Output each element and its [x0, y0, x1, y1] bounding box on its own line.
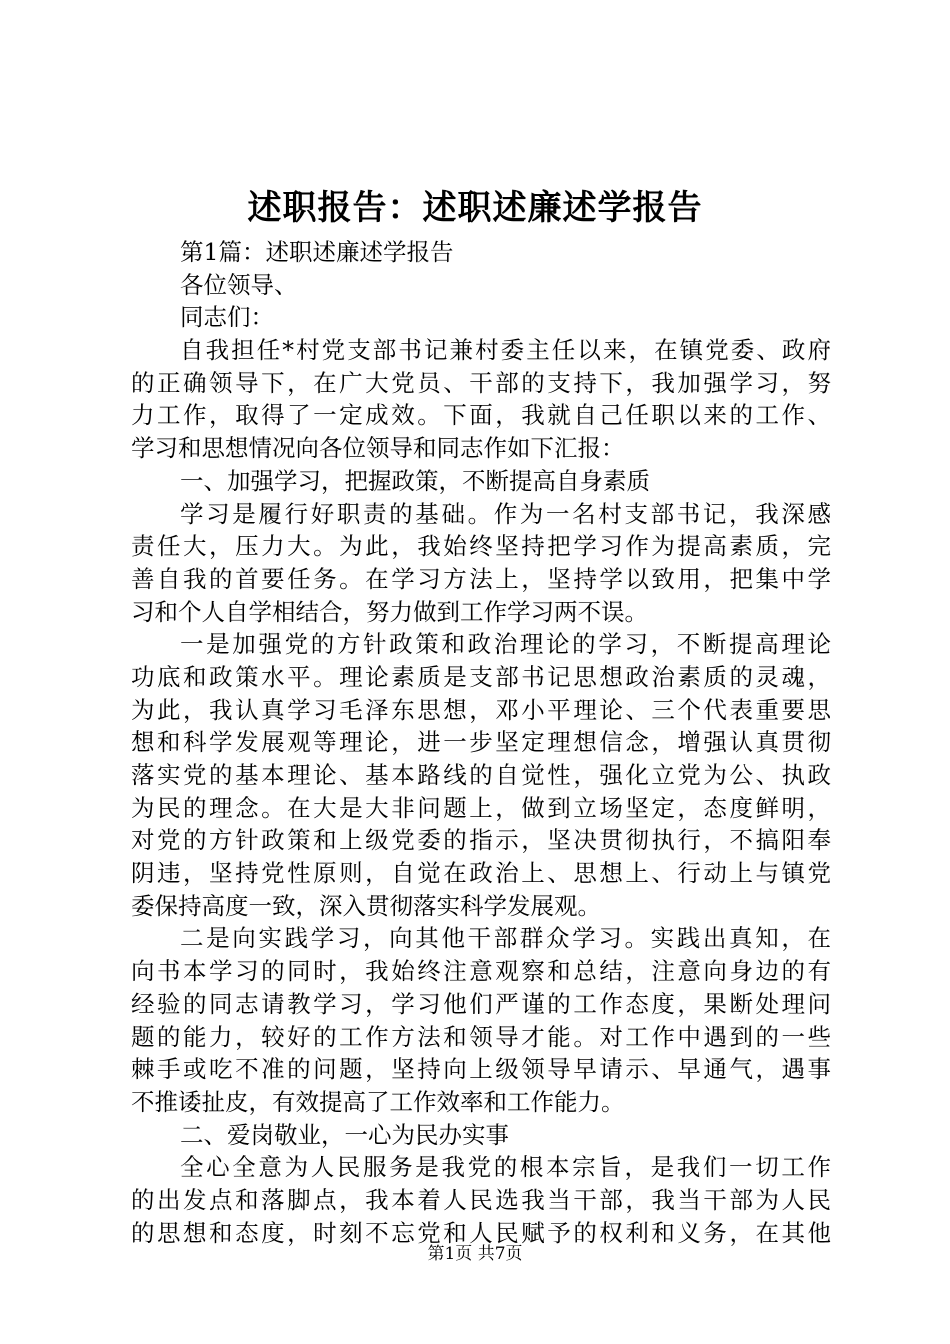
- paragraph-line: 委保持高度一致，深入贯彻落实科学发展观。: [131, 891, 601, 920]
- salutation-line: 同志们：: [180, 303, 274, 332]
- paragraph-line: 的思想和态度，时刻不忘党和人民赋予的权利和义务，在其他: [131, 1218, 831, 1247]
- paragraph-line: 功底和政策水平。理论素质是支部书记思想政治素质的灵魂，: [131, 662, 831, 691]
- document-body: [131, 236, 831, 1249]
- paragraph-line: 经验的同志请教学习，学习他们严谨的工作态度，果断处理问: [131, 989, 831, 1018]
- paragraph-line: 学习是履行好职责的基础。作为一名村支部书记，我深感: [180, 499, 831, 528]
- section-heading: 第1篇：述职述廉述学报告: [180, 238, 454, 266]
- paragraph-line: 棘手或吃不准的问题，坚持向上级领导早请示、早通气，遇事: [131, 1055, 831, 1084]
- paragraph-line: 力工作，取得了一定成效。下面，我就自己任职以来的工作、: [131, 401, 831, 430]
- paragraph-line: 向书本学习的同时，我始终注意观察和总结，注意向身边的有: [131, 957, 831, 986]
- paragraph-line: 习和个人自学相结合，努力做到工作学习两不误。: [131, 597, 648, 626]
- paragraph-line: 的正确领导下，在广大党员、干部的支持下，我加强学习，努: [131, 368, 831, 397]
- paragraph-line: 善自我的首要任务。在学习方法上，坚持学以致用，把集中学: [131, 564, 831, 593]
- paragraph-line: 责任大，压力大。为此，我始终坚持把学习作为提高素质，完: [131, 532, 831, 561]
- paragraph-line: 自我担任*村党支部书记兼村委主任以来，在镇党委、政府: [180, 336, 831, 365]
- paragraph-line: 全心全意为人民服务是我党的根本宗旨，是我们一切工作: [180, 1153, 831, 1182]
- paragraph-line: 二是向实践学习，向其他干部群众学习。实践出真知，在: [180, 924, 831, 953]
- document-title: 述职报告：述职述廉述学报告: [247, 188, 703, 228]
- paragraph-line: 为此，我认真学习毛泽东思想，邓小平理论、三个代表重要思: [131, 695, 831, 724]
- paragraph-line: 一是加强党的方针政策和政治理论的学习，不断提高理论: [180, 630, 831, 659]
- paragraph-line: 落实党的基本理论、基本路线的自觉性，强化立党为公、执政: [131, 761, 831, 789]
- paragraph-line: 的出发点和落脚点，我本着人民选我当干部，我当干部为人民: [131, 1185, 831, 1214]
- salutation-line: 各位领导、: [180, 270, 298, 299]
- paragraph-line: 学习和思想情况向各位领导和同志作如下汇报：: [131, 434, 625, 463]
- paragraph-line: 想和科学发展观等理论，进一步坚定理想信念，增强认真贯彻: [131, 728, 831, 757]
- paragraph-line: 不推诿扯皮，有效提高了工作效率和工作能力。: [131, 1087, 625, 1116]
- subheading: 二、爱岗敬业，一心为民办实事: [180, 1120, 509, 1149]
- paragraph-line: 对党的方针政策和上级党委的指示，坚决贯彻执行，不搞阳奉: [131, 826, 831, 855]
- subheading: 一、加强学习，把握政策，不断提高自身素质: [180, 466, 650, 495]
- page-number-footer: 第1页 共7页: [427, 1244, 523, 1264]
- paragraph-line: 为民的理念。在大是大非问题上，做到立场坚定，态度鲜明，: [131, 793, 831, 822]
- paragraph-line: 阴违，坚持党性原则，自觉在政治上、思想上、行动上与镇党: [131, 859, 831, 888]
- paragraph-line: 题的能力，较好的工作方法和领导才能。对工作中遇到的一些: [131, 1022, 831, 1051]
